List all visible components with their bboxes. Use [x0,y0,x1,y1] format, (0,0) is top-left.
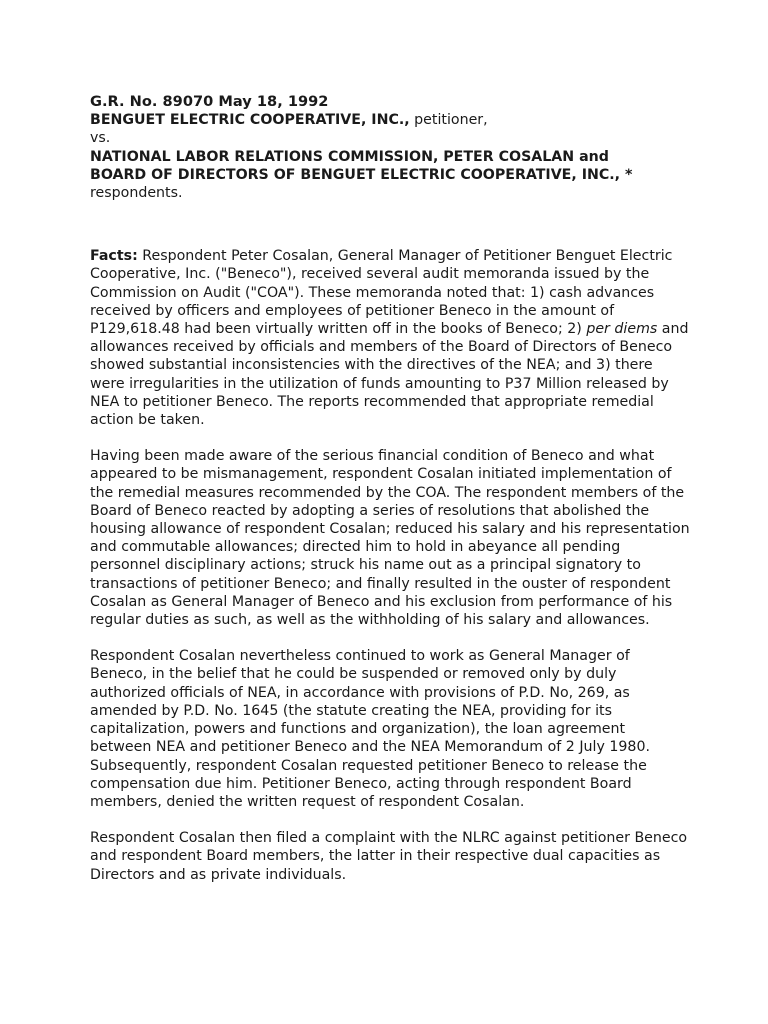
paragraph-remedial-measures: Having been made aware of the serious financial condition of Beneco and what appeared to be mismanagement, respondent Cosalan initiated implementation of the remedial measures recommended by the COA. The respondent members of the Board of Beneco reacted by adopting a series of resolutions that abolished the housing allowance of respondent Cosalan; reduced his salary and his representation and commutable allowances; directed him to hold in abeyance all pending personnel disciplinary actions; struck his name out as a principal signatory to transactions of petitioner Beneco; and finally resulted in the ouster of respondent Cosalan as General Manager of Beneco and his exclusion from performance of his regular duties as such, as well as the withholding of his salary and allowances. [90,448,690,629]
facts-paragraph [90,247,690,429]
case-number: G.R. No. 89070 May 18, 1992 [90,93,329,110]
respondents-line-1: NATIONAL LABOR RELATIONS COMMISSION, PETER COSALAN and [90,148,609,165]
respondents-line-2: BOARD OF DIRECTORS OF BENGUET ELECTRIC COOPERATIVE, INC., * [90,166,633,183]
case-header [90,93,690,202]
document-page [90,93,690,884]
petitioner-line [90,111,690,129]
facts-italic-term: per diems [586,321,658,338]
facts-heading: Facts: [90,248,138,265]
facts-text-part-2: and allowances received by officials and members of the Board of Directors of Beneco showed substantial inconsistencies with the directives of the NEA; and 3) there were irregularities in the utilization of funds amounting to P37 Million released by NEA to petitioner Beneco. The reports recommended that appropriate remedial action be taken. [90,321,689,429]
paragraph-continued-work: Respondent Cosalan nevertheless continued to work as General Manager of Beneco, in the belief that he could be suspended or removed only by duly authorized officials of NEA, in accordance with provisions of P.D. No, 269, as amended by P.D. No. 1645 (the statute creating the NEA, providing for its capitalization, powers and functions and organization), the loan agreement between NEA and petitioner Beneco and the NEA Memorandum of 2 July 1980. Subsequently, respondent Cosalan requested petitioner Beneco to release the compensation due him. Petitioner Beneco, acting through respondent Board members, denied the written request of respondent Cosalan. [90,648,650,810]
facts-text-part-1: Respondent Peter Cosalan, General Manager of Petitioner Benguet Electric Cooperative, Inc. ("Beneco"), received several audit memoranda issued by the Commission on Audit ("COA"). These memoranda noted that: 1) cash advances received by officers and employees of petitioner Beneco in the amount of P129,618.48 had been virtually written off in the books of Beneco; 2) [90,248,673,338]
versus-label: vs. [90,130,111,147]
petitioner-role: petitioner, [409,112,488,129]
petitioner-name: BENGUET ELECTRIC COOPERATIVE, INC., [90,112,410,129]
respondents-role: respondents. [90,185,183,202]
paragraph-complaint: Respondent Cosalan then filed a complaint with the NLRC against petitioner Beneco and respondent Board members, the latter in their respective dual capacities as Directors and as private individuals. [90,830,688,883]
